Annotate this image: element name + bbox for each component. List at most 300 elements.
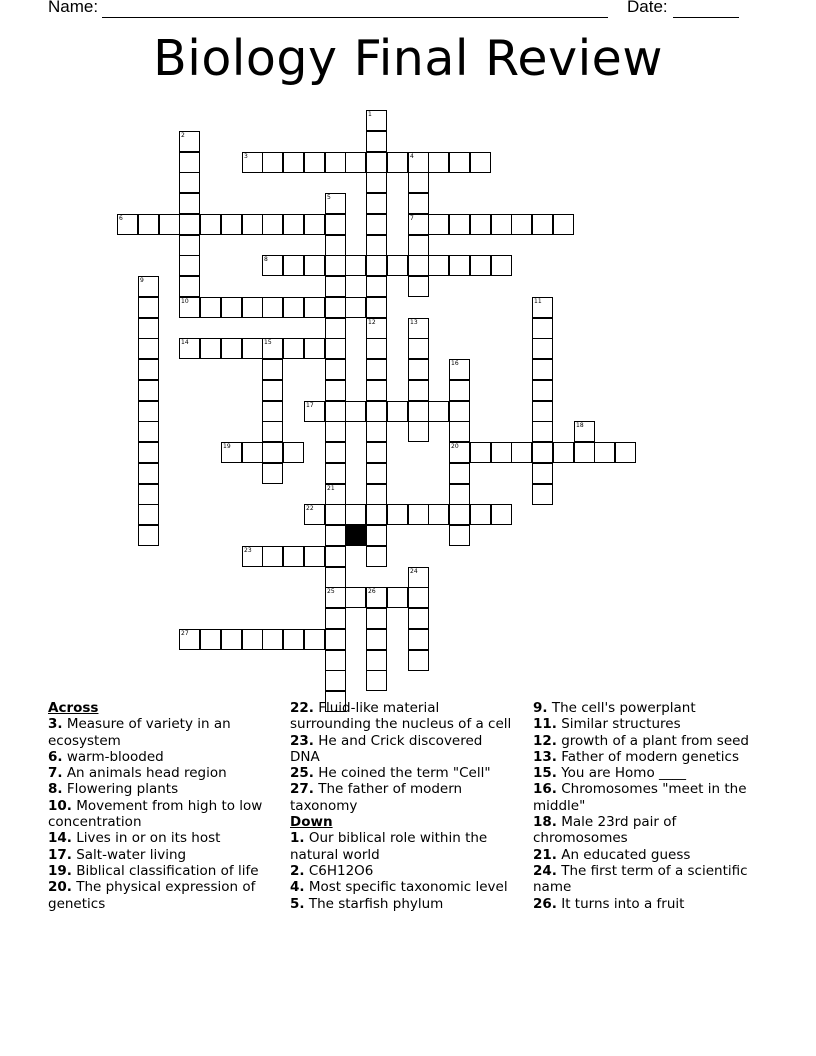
clue-text: The physical expression of genetics	[48, 879, 256, 912]
grid-cell[interactable]	[179, 338, 200, 359]
grid-cell[interactable]	[408, 172, 429, 193]
clue-number: 23	[244, 547, 252, 554]
grid-cell[interactable]	[138, 401, 159, 422]
grid-cell[interactable]	[532, 442, 553, 463]
grid-cell[interactable]	[574, 442, 595, 463]
clue-number: 21	[327, 485, 335, 492]
grid-cell[interactable]	[283, 214, 304, 235]
clue-item	[48, 830, 278, 846]
grid-cell[interactable]	[138, 297, 159, 318]
grid-cell[interactable]	[408, 608, 429, 629]
grid-cell[interactable]	[449, 380, 470, 401]
grid-cell[interactable]	[428, 152, 449, 173]
grid-cell[interactable]	[138, 318, 159, 339]
clue-text: The father of modern taxonomy	[290, 781, 463, 814]
clue-text: growth of a plant from seed	[556, 732, 750, 749]
grid-cell[interactable]	[428, 504, 449, 525]
grid-cell[interactable]	[366, 318, 387, 339]
grid-cell[interactable]	[408, 214, 429, 235]
clue-number-label: 13.	[533, 748, 557, 765]
clue-text: The cell's powerplant	[547, 700, 696, 716]
grid-cell[interactable]	[325, 152, 346, 173]
grid-cell[interactable]	[262, 359, 283, 380]
grid-cell[interactable]	[179, 297, 200, 318]
grid-cell[interactable]	[428, 255, 449, 276]
clue-item	[290, 765, 515, 781]
grid-cell[interactable]	[532, 463, 553, 484]
grid-cell[interactable]	[242, 629, 263, 650]
grid-cell[interactable]	[553, 442, 574, 463]
clue-item	[290, 896, 515, 912]
grid-cell[interactable]	[283, 297, 304, 318]
grid-cell[interactable]	[532, 214, 553, 235]
clue-number-label: 26.	[533, 895, 557, 912]
grid-cell[interactable]	[325, 235, 346, 256]
grid-cell[interactable]	[366, 629, 387, 650]
clue-item	[533, 700, 773, 716]
clue-number: 19	[223, 443, 231, 450]
clue-text: He and Crick discovered DNA	[290, 732, 483, 765]
grid-cell[interactable]	[449, 359, 470, 380]
grid-cell[interactable]	[574, 421, 595, 442]
grid-cell[interactable]	[532, 401, 553, 422]
grid-cell[interactable]	[179, 214, 200, 235]
clue-number: 5	[327, 194, 331, 201]
grid-cell[interactable]	[366, 525, 387, 546]
grid-cell[interactable]	[304, 401, 325, 422]
clue-number-label: 7.	[48, 765, 63, 782]
clue-item	[533, 863, 773, 896]
grid-cell[interactable]	[242, 546, 263, 567]
clue-number-label: 19.	[48, 862, 72, 879]
clue-text: Most specific taxonomic level	[304, 879, 508, 896]
grid-cell[interactable]	[262, 546, 283, 567]
grid-cell[interactable]	[491, 504, 512, 525]
grid-cell[interactable]	[221, 442, 242, 463]
grid-cell[interactable]	[283, 152, 304, 173]
grid-cell[interactable]	[325, 214, 346, 235]
grid-cell[interactable]	[200, 629, 221, 650]
clue-item	[533, 733, 773, 749]
clues-column-3	[533, 700, 773, 912]
grid-cell[interactable]	[138, 214, 159, 235]
grid-cell[interactable]	[179, 193, 200, 214]
grid-cell[interactable]	[262, 463, 283, 484]
grid-cell[interactable]	[325, 629, 346, 650]
grid-cell[interactable]	[325, 380, 346, 401]
grid-cell[interactable]	[304, 629, 325, 650]
clue-number: 22	[306, 505, 314, 512]
grid-cell[interactable]	[283, 546, 304, 567]
grid-cell[interactable]	[532, 421, 553, 442]
grid-cell[interactable]	[304, 255, 325, 276]
clue-number: 4	[410, 153, 414, 160]
grid-cell[interactable]	[200, 338, 221, 359]
clue-number: 24	[410, 568, 418, 575]
clue-item	[290, 700, 515, 733]
clue-item	[290, 863, 515, 879]
grid-cell[interactable]	[200, 214, 221, 235]
grid-cell[interactable]	[325, 608, 346, 629]
clue-number-label: 11.	[533, 716, 557, 733]
clue-text: Flowering plants	[62, 781, 179, 798]
grid-cell[interactable]	[366, 380, 387, 401]
grid-cell[interactable]	[366, 442, 387, 463]
grid-cell[interactable]	[138, 421, 159, 442]
grid-cell[interactable]	[262, 152, 283, 173]
grid-cell[interactable]	[138, 380, 159, 401]
grid-cell[interactable]	[179, 131, 200, 152]
grid-cell[interactable]	[366, 359, 387, 380]
clue-item	[290, 733, 515, 766]
grid-cell[interactable]	[242, 214, 263, 235]
grid-cell[interactable]	[325, 463, 346, 484]
clue-item	[48, 879, 278, 912]
grid-cell[interactable]	[449, 504, 470, 525]
grid-cell[interactable]	[408, 318, 429, 339]
clue-number: 12	[368, 319, 376, 326]
grid-cell[interactable]	[408, 255, 429, 276]
grid-cell[interactable]	[221, 629, 242, 650]
clue-text: Salt-water living	[71, 846, 187, 863]
grid-cell[interactable]	[366, 214, 387, 235]
grid-cell[interactable]	[325, 255, 346, 276]
clue-number-label: 1.	[290, 830, 305, 847]
grid-cell[interactable]	[325, 587, 346, 608]
grid-cell[interactable]	[366, 401, 387, 422]
grid-cell[interactable]	[470, 152, 491, 173]
grid-cell[interactable]	[262, 255, 283, 276]
grid-cell[interactable]	[366, 546, 387, 567]
grid-cell[interactable]	[366, 608, 387, 629]
clue-number: 17	[306, 402, 314, 409]
grid-cell[interactable]	[408, 235, 429, 256]
clue-number: 13	[410, 319, 418, 326]
across-heading: Across	[48, 700, 99, 716]
clue-text: The starfish phylum	[304, 895, 444, 912]
grid-cell[interactable]	[304, 297, 325, 318]
clue-item	[48, 847, 278, 863]
clue-item	[533, 847, 773, 863]
clues-column-2	[290, 700, 515, 912]
grid-cell[interactable]	[366, 650, 387, 671]
grid-cell[interactable]	[366, 338, 387, 359]
grid-cell[interactable]	[532, 484, 553, 505]
grid-cell[interactable]	[345, 504, 366, 525]
grid-cell[interactable]	[325, 276, 346, 297]
grid-cell[interactable]	[304, 504, 325, 525]
clue-text: Similar structures	[556, 716, 681, 733]
clue-number: 1	[368, 111, 372, 118]
grid-cell[interactable]	[283, 629, 304, 650]
clue-number-label: 12.	[533, 732, 557, 749]
clue-number: 25	[327, 588, 335, 595]
grid-cell[interactable]	[262, 338, 283, 359]
grid-cell[interactable]	[532, 318, 553, 339]
grid-cell[interactable]	[345, 587, 366, 608]
grid-cell[interactable]	[366, 463, 387, 484]
clue-number: 20	[451, 443, 459, 450]
grid-cell[interactable]	[325, 297, 346, 318]
grid-cell[interactable]	[325, 525, 346, 546]
clue-number: 10	[181, 298, 189, 305]
grid-cell[interactable]	[242, 338, 263, 359]
grid-cell[interactable]	[428, 214, 449, 235]
grid-cell[interactable]	[366, 421, 387, 442]
clue-number-label: 27.	[290, 781, 314, 798]
clue-item	[48, 749, 278, 765]
grid-cell[interactable]	[470, 255, 491, 276]
down-heading: Down	[290, 814, 333, 831]
clue-number-label: 10.	[48, 797, 72, 814]
grid-cell[interactable]	[159, 214, 180, 235]
grid-cell[interactable]	[408, 650, 429, 671]
grid-cell[interactable]	[325, 442, 346, 463]
grid-cell[interactable]	[366, 255, 387, 276]
grid-cell[interactable]	[449, 525, 470, 546]
clue-item	[290, 879, 515, 895]
clue-number: 11	[534, 298, 542, 305]
grid-cell[interactable]	[428, 401, 449, 422]
grid-cell[interactable]	[304, 152, 325, 173]
grid-cell[interactable]	[615, 442, 636, 463]
grid-cell[interactable]	[325, 401, 346, 422]
clue-text: Chromosomes "meet in the middle"	[533, 781, 747, 814]
grid-cell[interactable]	[179, 152, 200, 173]
clue-text: Male 23rd pair of chromosomes	[533, 814, 677, 847]
grid-cell[interactable]	[449, 484, 470, 505]
grid-cell[interactable]	[408, 276, 429, 297]
grid-cell[interactable]	[325, 421, 346, 442]
grid-cell[interactable]	[262, 297, 283, 318]
grid-cell[interactable]	[138, 276, 159, 297]
grid-cell[interactable]	[449, 255, 470, 276]
grid-cell[interactable]	[242, 297, 263, 318]
grid-cell[interactable]	[138, 442, 159, 463]
clue-text: You are Homo ____	[556, 765, 687, 782]
grid-cell[interactable]	[325, 546, 346, 567]
grid-cell[interactable]	[408, 193, 429, 214]
grid-cell[interactable]	[325, 193, 346, 214]
grid-cell[interactable]	[221, 214, 242, 235]
clue-number-label: 16.	[533, 781, 557, 798]
black-square	[345, 525, 366, 546]
grid-cell[interactable]	[283, 255, 304, 276]
clue-number-label: 6.	[48, 748, 63, 765]
grid-cell[interactable]	[387, 255, 408, 276]
grid-cell[interactable]	[179, 255, 200, 276]
clue-number-label: 15.	[533, 765, 557, 782]
grid-cell[interactable]	[117, 214, 138, 235]
grid-cell[interactable]	[221, 338, 242, 359]
clue-number-label: 23.	[290, 732, 314, 749]
grid-cell[interactable]	[511, 214, 532, 235]
grid-cell[interactable]	[408, 359, 429, 380]
clue-number: 6	[119, 215, 123, 222]
grid-cell[interactable]	[262, 421, 283, 442]
grid-cell[interactable]	[304, 546, 325, 567]
clue-number-label: 18.	[533, 814, 557, 831]
grid-cell[interactable]	[325, 359, 346, 380]
clue-number-label: 5.	[290, 895, 305, 912]
grid-cell[interactable]	[262, 629, 283, 650]
grid-cell[interactable]	[408, 587, 429, 608]
grid-cell[interactable]	[449, 463, 470, 484]
clue-item	[48, 716, 278, 749]
clue-text: warm-blooded	[62, 748, 164, 765]
grid-cell[interactable]	[408, 380, 429, 401]
grid-cell[interactable]	[470, 504, 491, 525]
clue-number-label: 17.	[48, 846, 72, 863]
grid-cell[interactable]	[387, 587, 408, 608]
date-label: Date:	[627, 0, 668, 16]
clue-number-label: 3.	[48, 716, 63, 733]
grid-cell[interactable]	[325, 338, 346, 359]
grid-cell[interactable]	[366, 110, 387, 131]
grid-cell[interactable]	[138, 525, 159, 546]
grid-cell[interactable]	[532, 338, 553, 359]
clue-number-label: 2.	[290, 862, 305, 879]
grid-cell[interactable]	[366, 484, 387, 505]
clue-item	[48, 765, 278, 781]
grid-cell[interactable]	[179, 235, 200, 256]
clue-item	[533, 716, 773, 732]
grid-cell[interactable]	[532, 380, 553, 401]
grid-cell[interactable]	[366, 131, 387, 152]
grid-cell[interactable]	[532, 297, 553, 318]
clue-text: Lives in or on its host	[71, 830, 221, 847]
grid-cell[interactable]	[262, 442, 283, 463]
clue-text: He coined the term "Cell"	[313, 765, 491, 782]
grid-cell[interactable]	[408, 629, 429, 650]
grid-cell[interactable]	[408, 401, 429, 422]
grid-cell[interactable]	[449, 214, 470, 235]
clue-item	[48, 781, 278, 797]
grid-cell[interactable]	[325, 567, 346, 588]
grid-cell[interactable]	[594, 442, 615, 463]
clue-number-label: 24.	[533, 862, 557, 879]
grid-cell[interactable]	[262, 214, 283, 235]
clue-item	[290, 830, 515, 863]
grid-cell[interactable]	[491, 442, 512, 463]
clue-item	[290, 781, 515, 814]
grid-cell[interactable]	[138, 359, 159, 380]
grid-cell[interactable]	[366, 297, 387, 318]
page-title: Biology Final Review	[153, 30, 663, 87]
clue-text: The first term of a scientific name	[533, 862, 748, 896]
grid-cell[interactable]	[449, 421, 470, 442]
grid-cell[interactable]	[408, 338, 429, 359]
clue-text: Movement from high to low concentration	[48, 797, 263, 831]
grid-cell[interactable]	[387, 504, 408, 525]
grid-cell[interactable]	[138, 504, 159, 525]
grid-cell[interactable]	[491, 255, 512, 276]
grid-cell[interactable]	[553, 214, 574, 235]
grid-cell[interactable]	[511, 442, 532, 463]
clue-text: Father of modern genetics	[556, 748, 739, 765]
clue-number: 7	[410, 215, 414, 222]
clue-item	[533, 749, 773, 765]
grid-cell[interactable]	[138, 484, 159, 505]
grid-cell[interactable]	[325, 484, 346, 505]
grid-cell[interactable]	[408, 567, 429, 588]
grid-cell[interactable]	[366, 670, 387, 691]
grid-cell[interactable]	[408, 504, 429, 525]
grid-cell[interactable]	[262, 380, 283, 401]
clue-item	[48, 798, 278, 831]
grid-cell[interactable]	[304, 214, 325, 235]
grid-cell[interactable]	[179, 172, 200, 193]
grid-cell[interactable]	[532, 359, 553, 380]
grid-cell[interactable]	[366, 276, 387, 297]
grid-cell[interactable]	[304, 338, 325, 359]
grid-cell[interactable]	[408, 152, 429, 173]
grid-cell[interactable]	[138, 463, 159, 484]
grid-cell[interactable]	[366, 504, 387, 525]
grid-cell[interactable]	[470, 442, 491, 463]
grid-cell[interactable]	[242, 442, 263, 463]
clue-number-label: 20.	[48, 879, 72, 896]
clue-item	[533, 781, 773, 814]
grid-cell[interactable]	[221, 297, 242, 318]
grid-cell[interactable]	[491, 214, 512, 235]
clue-text: Our biblical role within the natural world	[290, 830, 488, 863]
grid-cell[interactable]	[200, 297, 221, 318]
grid-cell[interactable]	[325, 318, 346, 339]
clue-number-label: 9.	[533, 700, 548, 716]
clue-text: An educated guess	[556, 846, 691, 863]
grid-cell[interactable]	[408, 421, 429, 442]
grid-cell[interactable]	[138, 338, 159, 359]
clue-number: 3	[244, 153, 248, 160]
grid-cell[interactable]	[262, 401, 283, 422]
grid-cell[interactable]	[449, 442, 470, 463]
grid-cell[interactable]	[283, 338, 304, 359]
clue-number-label: 14.	[48, 830, 72, 847]
grid-cell[interactable]	[345, 401, 366, 422]
grid-cell[interactable]	[366, 172, 387, 193]
grid-cell[interactable]	[179, 629, 200, 650]
grid-cell[interactable]	[366, 235, 387, 256]
grid-cell[interactable]	[345, 297, 366, 318]
grid-cell[interactable]	[449, 401, 470, 422]
clue-number-label: 4.	[290, 879, 305, 896]
clue-item	[533, 765, 773, 781]
clue-text: Biblical classification of life	[71, 862, 259, 879]
grid-cell[interactable]	[325, 504, 346, 525]
grid-cell[interactable]	[325, 650, 346, 671]
grid-cell[interactable]	[366, 587, 387, 608]
grid-cell[interactable]	[387, 152, 408, 173]
clue-text: An animals head region	[62, 765, 227, 782]
grid-cell[interactable]	[470, 214, 491, 235]
grid-cell[interactable]	[366, 152, 387, 173]
grid-cell[interactable]	[387, 401, 408, 422]
grid-cell[interactable]	[283, 442, 304, 463]
clue-number-label: 21.	[533, 846, 557, 863]
grid-cell[interactable]	[345, 152, 366, 173]
grid-cell[interactable]	[325, 670, 346, 691]
clues-column-1	[48, 700, 278, 912]
grid-cell[interactable]	[366, 193, 387, 214]
grid-cell[interactable]	[449, 152, 470, 173]
clue-number: 26	[368, 588, 376, 595]
name-label: Name:	[48, 0, 99, 16]
grid-cell[interactable]	[242, 152, 263, 173]
grid-cell[interactable]	[345, 255, 366, 276]
grid-cell[interactable]	[179, 276, 200, 297]
clue-number: 16	[451, 360, 459, 367]
